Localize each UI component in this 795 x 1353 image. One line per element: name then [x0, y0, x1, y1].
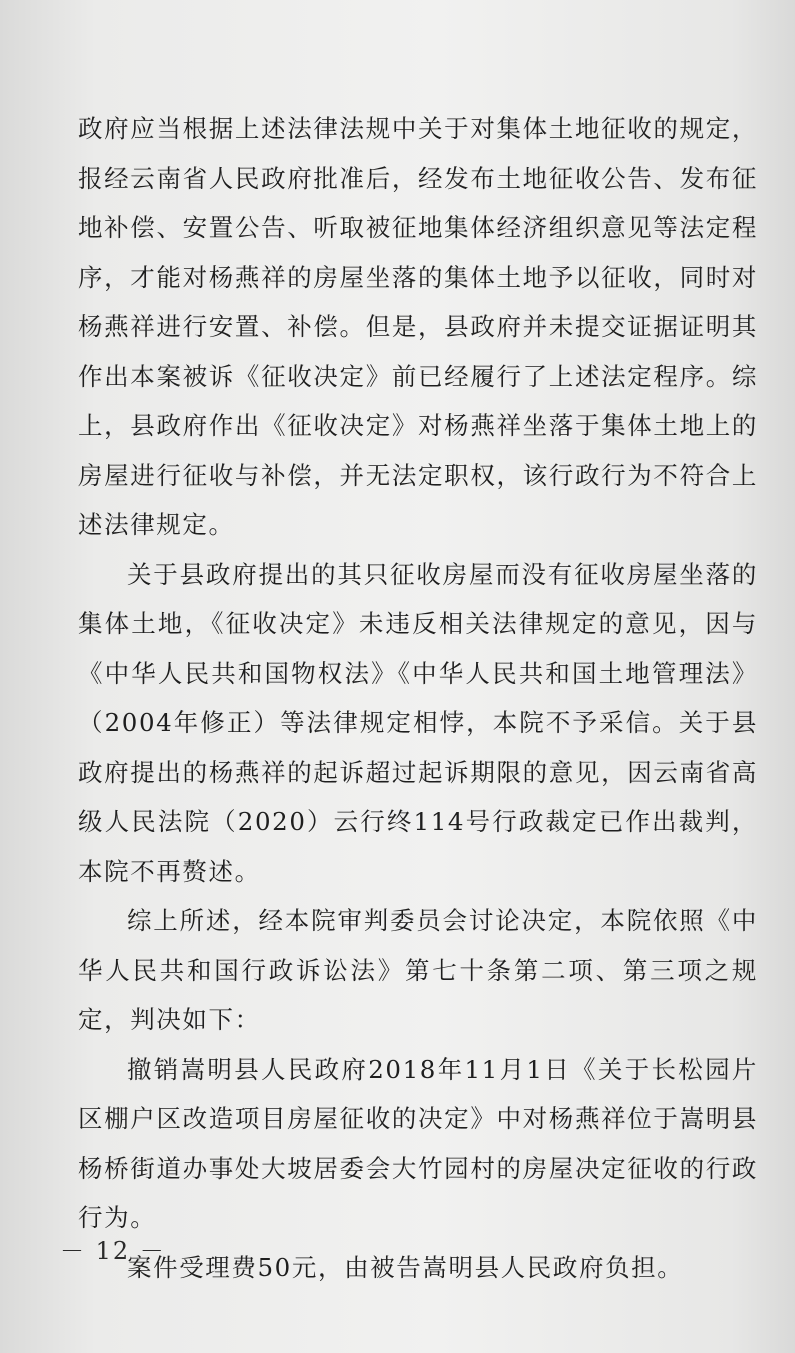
paragraph-court-fee: 案件受理费50元，由被告嵩明县人民政府负担。 — [127, 1252, 684, 1282]
paragraph-legal-basis: 综上所述，经本院审判委员会讨论决定，本院依照《中华人民共和国行政诉讼法》第七十条第二项、第三项之规定，判决如下： — [78, 906, 758, 1034]
paragraph-judgment: 撤销嵩明县人民政府2018年11月1日《关于长松园片区棚户区改造项目房屋征收的决定》中对杨燕祥位于嵩明县杨桥街道办事处大坡居委会大竹园村的房屋决定征收的行政行为。 — [78, 1054, 758, 1232]
paragraph-rejection-of-opinions: 关于县政府提出的其只征收房屋而没有征收房屋坐落的集体土地，《征收决定》未违反相关法律规定的意见，因与《中华人民共和国物权法》《中华人民共和国土地管理法》（2004年修正）等法律规定相悖，本院不予采信。关于县政府提出的杨燕祥的起诉超过起诉期限的意见，因云南省高级人民法院（2020）云行终114号行政裁定已作出裁判，本院不再赘述。 — [78, 559, 758, 886]
paragraph-continuation: 政府应当根据上述法律法规中关于对集体土地征收的规定，报经云南省人民政府批准后，经发布土地征收公告、发布征地补偿、安置公告、听取被征地集体经济组织意见等法定程序，才能对杨燕祥的房屋坐落的集体土地予以征收，同时对杨燕祥进行安置、补偿。但是，县政府并未提交证据证明其作出本案被诉《征收决定》前已经履行了上述法定程序。综上，县政府作出《征收决定》对杨燕祥坐落于集体土地上的房屋进行征收与补偿，并无法定职权，该行政行为不符合上述法律规定。 — [78, 114, 758, 539]
document-body — [78, 104, 758, 1292]
page-number: － 12 － — [60, 1237, 166, 1265]
